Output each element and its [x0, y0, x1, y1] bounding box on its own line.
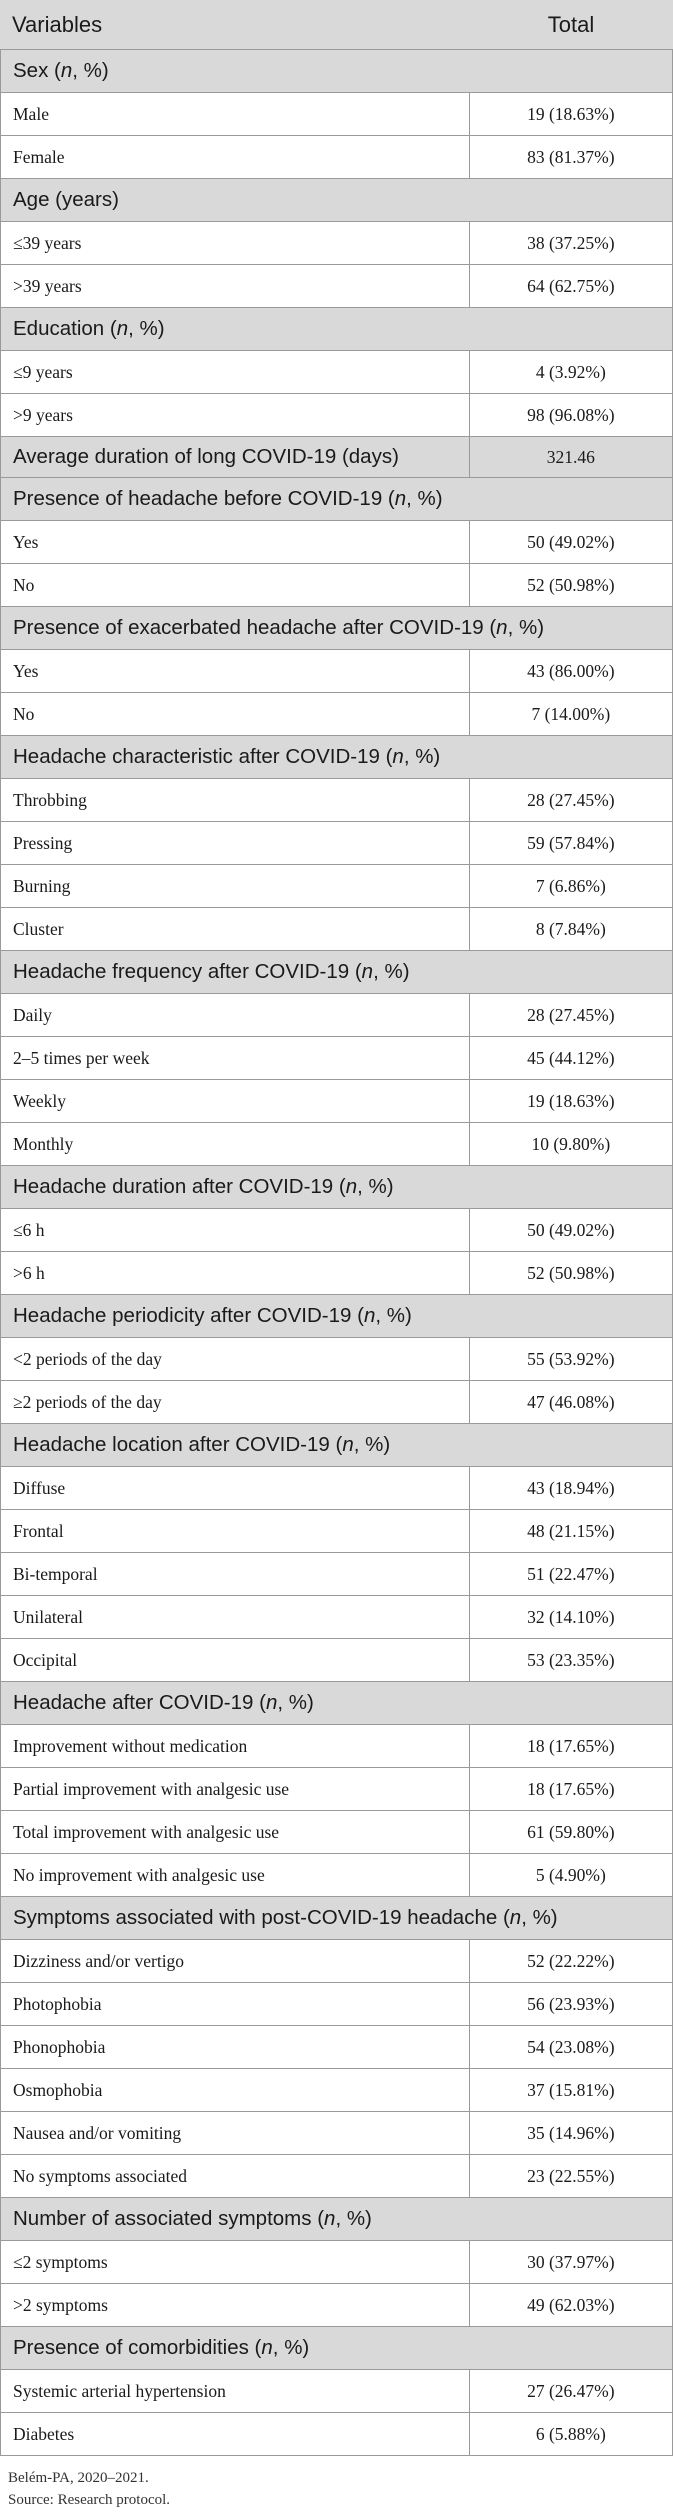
- section-label-n: n: [394, 487, 407, 510]
- section-label-suffix: , %): [406, 487, 443, 510]
- section-label: [1, 2327, 469, 2369]
- row-value: 52 (50.98%): [469, 564, 672, 606]
- section-label-n: n: [60, 59, 73, 82]
- section-label-suffix: , %): [353, 1433, 391, 1456]
- row-value: 52 (22.22%): [469, 1940, 672, 1982]
- row-label: 2–5 times per week: [13, 1047, 150, 1068]
- row-value: 19 (18.63%): [469, 1080, 672, 1122]
- table-row: [0, 1854, 673, 1897]
- row-value: 64 (62.75%): [469, 265, 672, 307]
- section-value-empty: [469, 478, 672, 520]
- section-label-n: n: [345, 1175, 358, 1198]
- table-row: [0, 394, 673, 437]
- section-label-text: Headache frequency after COVID-19 (: [13, 960, 362, 983]
- row-label: >39 years: [13, 275, 82, 296]
- section-label: [1, 308, 469, 350]
- section-label-suffix: , %): [272, 2336, 310, 2359]
- row-value: 50 (49.02%): [469, 521, 672, 563]
- row-label: ≤2 symptoms: [13, 2251, 108, 2272]
- row-value: 55 (53.92%): [469, 1338, 672, 1380]
- section-label-suffix: , %): [507, 616, 545, 639]
- table-row: [0, 1811, 673, 1854]
- section-label: [1, 1897, 558, 1939]
- row-label: Frontal: [13, 1520, 64, 1541]
- section-label-suffix: , %): [357, 1175, 394, 1198]
- table-row: [0, 351, 673, 394]
- section-label: [1, 2198, 469, 2240]
- table-row: [0, 2413, 673, 2456]
- row-label: Throbbing: [13, 789, 87, 810]
- section-label-text: Symptoms associated with post-COVID-19 headache (: [13, 1906, 510, 1929]
- section-label-text: Sex (: [13, 59, 61, 82]
- section-label: [1, 951, 469, 993]
- table-row: [0, 1553, 673, 1596]
- row-label: Dizziness and/or vertigo: [13, 1950, 185, 1971]
- table-row: [0, 1467, 673, 1510]
- table-row: [0, 2155, 673, 2198]
- section-value-empty: [469, 50, 672, 92]
- section-label-text: Headache location after COVID-19 (: [13, 1433, 343, 1456]
- table-row: [0, 222, 673, 265]
- row-label: <2 periods of the day: [13, 1348, 162, 1369]
- section-label-text: Number of associated symptoms (: [13, 2207, 325, 2230]
- row-label: Diffuse: [13, 1477, 66, 1498]
- section-value-empty: [469, 1166, 672, 1208]
- row-label: Yes: [13, 531, 39, 552]
- section-value-empty: [470, 607, 672, 649]
- row-label: Improvement without medication: [13, 1735, 248, 1756]
- row-value: 19 (18.63%): [469, 93, 672, 135]
- section-label-text: Headache after COVID-19 (: [13, 1691, 266, 1714]
- table-row: [0, 822, 673, 865]
- table-body: [0, 50, 673, 2456]
- table-row: [0, 1080, 673, 1123]
- row-value: 27 (26.47%): [469, 2370, 672, 2412]
- row-value: 50 (49.02%): [469, 1209, 672, 1251]
- section-label: [1, 1295, 469, 1337]
- row-value: 54 (23.08%): [469, 2026, 672, 2068]
- row-value: 18 (17.65%): [469, 1768, 672, 1810]
- section-label-suffix: , %): [128, 317, 165, 340]
- section-value-empty: [469, 179, 672, 221]
- row-value: 4 (3.92%): [469, 351, 672, 393]
- table-row: [0, 1209, 673, 1252]
- table-row: [0, 994, 673, 1037]
- section-label: [1, 736, 469, 778]
- table-row: [0, 1596, 673, 1639]
- row-label: No: [13, 574, 35, 595]
- row-value: 45 (44.12%): [469, 1037, 672, 1079]
- section-label-n: n: [342, 1433, 354, 1456]
- table-row: [0, 1639, 673, 1682]
- row-label: Phonophobia: [13, 2036, 106, 2057]
- row-label: Osmophobia: [13, 2079, 103, 2100]
- row-label: Male: [13, 103, 49, 124]
- section-label-suffix: , %): [335, 2207, 372, 2230]
- table-row: [0, 521, 673, 564]
- row-label: ≥2 periods of the day: [13, 1391, 162, 1412]
- section-label-text: Presence of headache before COVID-19 (: [13, 487, 395, 510]
- section-value-empty: [469, 736, 672, 778]
- row-label: Cluster: [13, 918, 64, 939]
- section-label-text: Headache periodicity after COVID-19 (: [13, 1304, 364, 1327]
- section-header-row: [0, 2327, 673, 2370]
- row-label: >2 symptoms: [13, 2294, 108, 2315]
- row-value: 35 (14.96%): [469, 2112, 672, 2154]
- section-value-empty: [469, 2327, 672, 2369]
- footnote-source: Source: Research protocol.: [8, 2492, 171, 2508]
- section-label: [1, 478, 469, 520]
- section-label-suffix: , %): [277, 1691, 314, 1714]
- table-row: [0, 865, 673, 908]
- row-label: Weekly: [13, 1090, 67, 1111]
- footnote-location: Belém-PA, 2020–2021.: [8, 2470, 149, 2486]
- section-header-row: [0, 951, 673, 994]
- row-value: 51 (22.47%): [469, 1553, 672, 1595]
- section-header-row: [0, 478, 673, 521]
- table-row: [0, 93, 673, 136]
- table-row: [0, 564, 673, 607]
- section-label-n: n: [392, 745, 404, 768]
- row-value: 59 (57.84%): [469, 822, 672, 864]
- row-value: 43 (86.00%): [469, 650, 672, 692]
- row-value: 52 (50.98%): [469, 1252, 672, 1294]
- table-row: [0, 136, 673, 179]
- row-value: 18 (17.65%): [469, 1725, 672, 1767]
- row-label: ≤9 years: [13, 361, 73, 382]
- section-header-row: [0, 1295, 673, 1338]
- row-value: 98 (96.08%): [469, 394, 672, 436]
- section-label-suffix: , %): [375, 1304, 412, 1327]
- row-label: Nausea and/or vomiting: [13, 2122, 182, 2143]
- row-value: 28 (27.45%): [469, 994, 672, 1036]
- table-row: [0, 908, 673, 951]
- table-row: [0, 1983, 673, 2026]
- table-row: [0, 437, 673, 478]
- row-label: Systemic arterial hypertension: [13, 2380, 226, 2401]
- table-row: [0, 2026, 673, 2069]
- row-label: Average duration of long COVID-19 (days): [13, 445, 399, 468]
- row-label: Daily: [13, 1004, 52, 1025]
- section-label-n: n: [509, 1906, 522, 1929]
- row-value: 38 (37.25%): [469, 222, 672, 264]
- section-value-empty: [469, 1424, 672, 1466]
- section-label-suffix: , %): [72, 59, 109, 82]
- row-label: Female: [13, 146, 65, 167]
- row-value: 48 (21.15%): [469, 1510, 672, 1552]
- row-value: 49 (62.03%): [469, 2284, 672, 2326]
- table-row: [0, 1252, 673, 1295]
- row-label: Monthly: [13, 1133, 74, 1154]
- section-label-n: n: [261, 2336, 273, 2359]
- section-label-text: Headache characteristic after COVID-19 (: [13, 745, 393, 768]
- row-value: 53 (23.35%): [469, 1639, 672, 1681]
- table-row: [0, 2370, 673, 2413]
- table-row: [0, 1037, 673, 1080]
- section-label: [1, 607, 545, 649]
- row-value: 23 (22.55%): [469, 2155, 672, 2197]
- table-header-row: [0, 0, 673, 50]
- row-value: 83 (81.37%): [469, 136, 672, 178]
- table-row: [0, 779, 673, 822]
- table-row: [0, 2284, 673, 2327]
- row-label: >6 h: [13, 1262, 45, 1283]
- row-label: Bi-temporal: [13, 1563, 98, 1584]
- row-value: 7 (6.86%): [469, 865, 672, 907]
- section-label-suffix: , %): [521, 1906, 558, 1929]
- section-label: [1, 1424, 469, 1466]
- section-header-row: [0, 308, 673, 351]
- section-label-n: n: [361, 960, 374, 983]
- row-value: 7 (14.00%): [469, 693, 672, 735]
- section-label-text: Headache duration after COVID-19 (: [13, 1175, 346, 1198]
- section-label-text: Age (years): [13, 188, 119, 211]
- row-label: No symptoms associated: [13, 2165, 188, 2186]
- section-value-empty: [469, 308, 672, 350]
- row-label: ≤39 years: [13, 232, 82, 253]
- section-value-empty: [470, 1897, 672, 1939]
- row-label: Total improvement with analgesic use: [13, 1821, 280, 1842]
- table-row: [0, 1123, 673, 1166]
- section-label-n: n: [363, 1304, 376, 1327]
- table-row: [0, 2112, 673, 2155]
- section-header-row: [0, 179, 673, 222]
- row-value: 61 (59.80%): [469, 1811, 672, 1853]
- section-value-empty: [469, 2198, 672, 2240]
- header-total: Total: [547, 11, 595, 37]
- row-value: 47 (46.08%): [469, 1381, 672, 1423]
- row-label: Occipital: [13, 1649, 78, 1670]
- row-value: 32 (14.10%): [469, 1596, 672, 1638]
- header-variables: Variables: [12, 11, 103, 37]
- section-value-empty: [469, 1295, 672, 1337]
- row-value: 8 (7.84%): [469, 908, 672, 950]
- section-header-row: [0, 1897, 673, 1940]
- row-value: 6 (5.88%): [469, 2413, 672, 2455]
- section-label-n: n: [116, 317, 129, 340]
- section-label: [1, 1682, 469, 1724]
- section-value-empty: [469, 1682, 672, 1724]
- row-value: 30 (37.97%): [469, 2241, 672, 2283]
- section-label: [1, 50, 469, 92]
- table-row: [0, 2069, 673, 2112]
- section-label-n: n: [265, 1691, 278, 1714]
- section-header-row: [0, 607, 673, 650]
- row-value: 28 (27.45%): [469, 779, 672, 821]
- section-value-empty: [469, 951, 672, 993]
- row-value: 43 (18.94%): [469, 1467, 672, 1509]
- row-label: Unilateral: [13, 1606, 83, 1627]
- table-footnotes: [8, 2467, 170, 2511]
- section-label-n: n: [324, 2207, 336, 2230]
- section-label-text: Presence of exacerbated headache after COVID-19 (: [13, 616, 497, 639]
- section-label-text: Presence of comorbidities (: [13, 2336, 262, 2359]
- table-row: [0, 693, 673, 736]
- row-label: Photophobia: [13, 1993, 102, 2014]
- table-row: [0, 1768, 673, 1811]
- row-value: 321.46: [469, 437, 672, 477]
- row-label: Diabetes: [13, 2423, 75, 2444]
- table-row: [0, 1510, 673, 1553]
- table-row: [0, 265, 673, 308]
- section-header-row: [0, 1424, 673, 1467]
- table-row: [0, 1725, 673, 1768]
- row-value: 10 (9.80%): [469, 1123, 672, 1165]
- row-label: >9 years: [13, 404, 73, 425]
- row-label: Burning: [13, 875, 71, 896]
- table-row: [0, 1338, 673, 1381]
- section-header-row: [0, 1166, 673, 1209]
- section-label-suffix: , %): [403, 745, 441, 768]
- table-row: [0, 2241, 673, 2284]
- section-header-row: [0, 50, 673, 93]
- section-label-text: Education (: [13, 317, 117, 340]
- table-row: [0, 650, 673, 693]
- section-label-n: n: [496, 616, 508, 639]
- row-value: 5 (4.90%): [469, 1854, 672, 1896]
- row-label: No improvement with analgesic use: [13, 1864, 265, 1885]
- row-label: Pressing: [13, 832, 73, 853]
- row-value: 37 (15.81%): [469, 2069, 672, 2111]
- table-row: [0, 1940, 673, 1983]
- section-label: [1, 1166, 469, 1208]
- row-label: ≤6 h: [13, 1219, 45, 1240]
- section-header-row: [0, 1682, 673, 1725]
- section-header-row: [0, 2198, 673, 2241]
- section-label: [1, 179, 469, 221]
- row-label: Yes: [13, 660, 39, 681]
- table-row: [0, 1381, 673, 1424]
- row-label: Partial improvement with analgesic use: [13, 1778, 290, 1799]
- row-value: 56 (23.93%): [469, 1983, 672, 2025]
- section-label-suffix: , %): [373, 960, 410, 983]
- row-label: No: [13, 703, 35, 724]
- section-header-row: [0, 736, 673, 779]
